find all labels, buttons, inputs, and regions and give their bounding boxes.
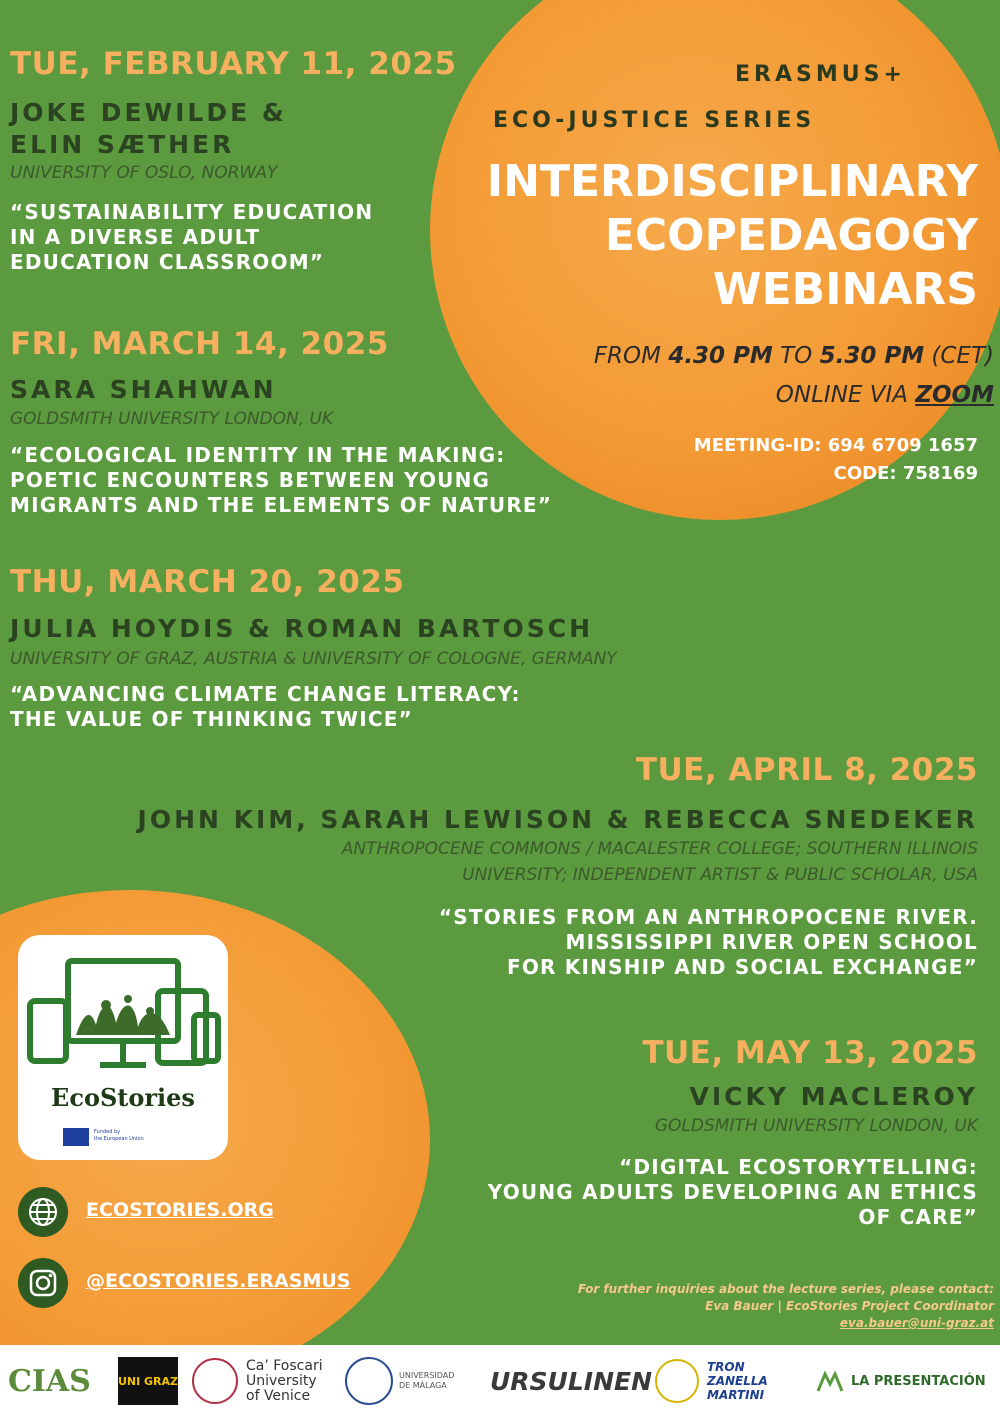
event-affiliation: GOLDSMITH UNIVERSITY LONDON, UK [654, 1116, 978, 1136]
logo-name: EcoStories [51, 1083, 195, 1112]
event-speakers: SARA SHAHWAN [10, 375, 277, 404]
online-line [776, 382, 994, 408]
series-erasmus: ERASMUS+ [735, 62, 906, 87]
partner-logo-cias: CIAS [8, 1363, 91, 1399]
la-presentacion-text: LA PRESENTACIÓN [851, 1373, 986, 1389]
malaga-seal-icon [345, 1357, 393, 1405]
partner-logo-tron [655, 1357, 768, 1405]
partner-logo-uni-graz: UNI GRAZ [118, 1357, 178, 1405]
partner-logo-ursulinen: URSULINEN [490, 1366, 653, 1396]
ecostories-logo [18, 935, 228, 1160]
tron-text: TRON ZANELLA MARTINI [707, 1360, 768, 1402]
instagram-icon-glyph [28, 1268, 58, 1298]
event-talk-title: “ADVANCING CLIMATE CHANGE LITERACY: THE VALUE OF THINKING TWICE” [10, 682, 521, 731]
partner-logos-bar [0, 1345, 1000, 1416]
event-affiliation: UNIVERSITY OF OSLO, NORWAY [10, 163, 278, 183]
globe-icon[interactable] [18, 1187, 68, 1237]
partner-logo-malaga [345, 1357, 454, 1405]
event-talk-title: “SUSTAINABILITY EDUCATION IN A DIVERSE ADULT EDUCATION CLASSROOM” [10, 200, 374, 274]
event-date: FRI, MARCH 14, 2025 [10, 326, 389, 362]
partner-logo-la-presentacion [815, 1357, 986, 1405]
event-affiliation: ANTHROPOCENE COMMONS / MACALESTER COLLEGE; SOUTHERN ILLINOIS UNIVERSITY; INDEPENDENT ARTIST & PUBLIC SCHOLAR, USA [341, 839, 978, 885]
event-date: THU, MARCH 20, 2025 [10, 564, 405, 600]
instagram-icon[interactable] [18, 1258, 68, 1308]
event-speakers: JOHN KIM, SARAH LEWISON & REBECCA SNEDEKER [137, 805, 978, 834]
time-from: FROM [593, 343, 669, 369]
la-presentacion-icon [815, 1366, 845, 1396]
event-talk-title: “ECOLOGICAL IDENTITY IN THE MAKING: POETIC ENCOUNTERS BETWEEN YOUNG MIGRANTS AND THE ELEMENTS OF NATURE” [10, 443, 553, 517]
contact-line: For further inquiries about the lecture series, please contact: [577, 1282, 994, 1296]
website-link[interactable]: ECOSTORIES.ORG [86, 1199, 274, 1221]
contact-name: Eva Bauer | EcoStories Project Coordinator [705, 1299, 994, 1313]
malaga-text: UNIVERSIDAD DE MÁLAGA [399, 1371, 455, 1390]
ca-foscari-text: Ca’ Foscari University of Venice [246, 1357, 323, 1404]
event-talk-title: “STORIES FROM AN ANTHROPOCENE RIVER. MISSISSIPPI RIVER OPEN SCHOOL FOR KINSHIP AND SOCIAL EXCHANGE” [438, 905, 978, 979]
instagram-link[interactable]: @ECOSTORIES.ERASMUS [86, 1270, 351, 1292]
devices-icon [18, 935, 228, 1085]
time-end: 5.30 PM [819, 343, 925, 369]
time-to: TO [772, 343, 820, 369]
event-talk-title: “DIGITAL ECOSTORYTELLING: YOUNG ADULTS DEVELOPING AN ETHICS OF CARE” [487, 1155, 978, 1229]
event-date: TUE, FEBRUARY 11, 2025 [10, 46, 457, 82]
series-name: ECO-JUSTICE SERIES [493, 108, 816, 133]
time-line [594, 343, 994, 369]
event-speakers: VICKY MACLEROY [689, 1082, 978, 1111]
zoom-link[interactable]: ZOOM [915, 382, 994, 408]
event-speakers: JOKE DEWILDE & ELIN SÆTHER [10, 98, 287, 159]
event-date: TUE, APRIL 8, 2025 [635, 752, 978, 788]
globe-icon-glyph [27, 1196, 59, 1228]
ca-foscari-seal-icon [192, 1358, 238, 1404]
eu-flag-icon [63, 1128, 89, 1146]
time-zone: (CET) [924, 343, 994, 369]
event-affiliation: GOLDSMITH UNIVERSITY LONDON, UK [10, 409, 334, 429]
main-title: INTERDISCIPLINARY ECOPEDAGOGY WEBINARS [486, 156, 978, 315]
online-via: ONLINE VIA [775, 382, 916, 408]
partner-logo-ca-foscari [192, 1357, 323, 1405]
meeting-info: MEETING-ID: 694 6709 1657 CODE: 758169 [693, 435, 978, 484]
time-start: 4.30 PM [668, 343, 773, 369]
eu-stars-icon [655, 1359, 699, 1403]
event-date: TUE, MAY 13, 2025 [642, 1035, 978, 1071]
event-affiliation: UNIVERSITY OF GRAZ, AUSTRIA & UNIVERSITY OF COLOGNE, GERMANY [10, 649, 617, 669]
contact-email[interactable]: eva.bauer@uni-graz.at [839, 1316, 994, 1330]
event-speakers: JULIA HOYDIS & ROMAN BARTOSCH [10, 614, 594, 643]
eu-funding-text: Funded by the European Union [94, 1129, 144, 1142]
